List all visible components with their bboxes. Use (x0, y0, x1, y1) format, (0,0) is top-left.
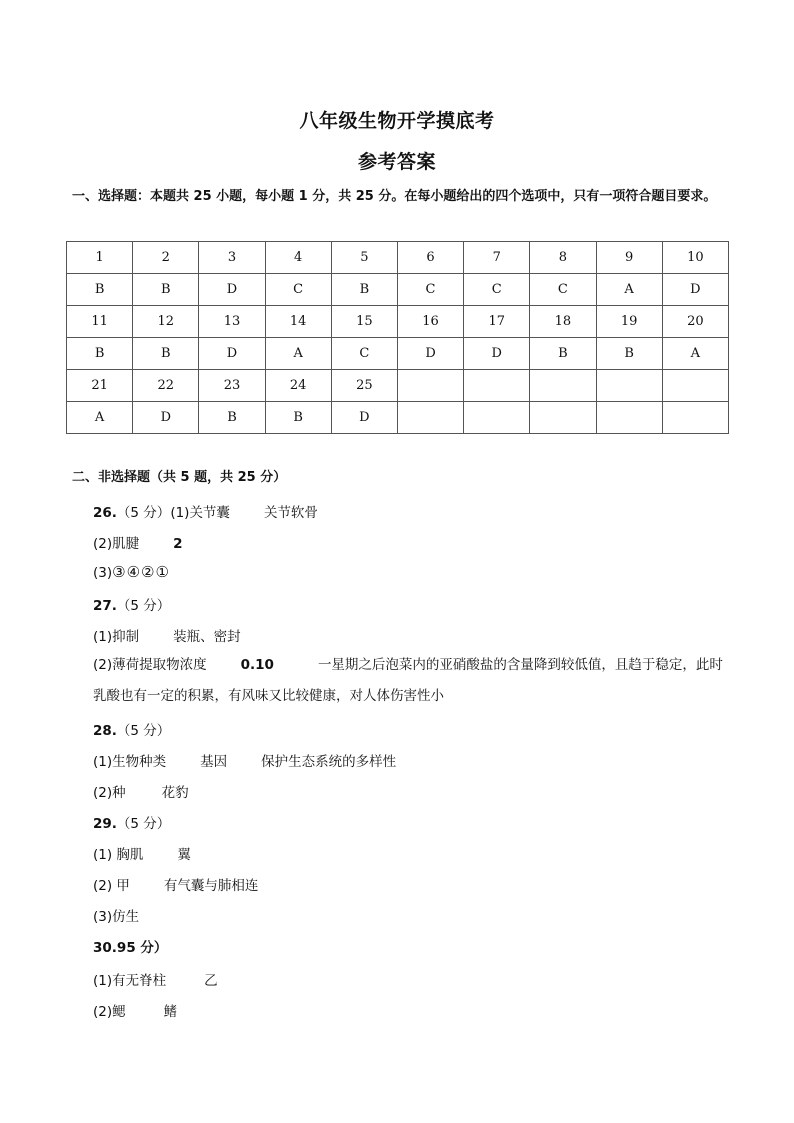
table-cell: 10 (662, 242, 728, 274)
table-cell (662, 370, 728, 402)
table-cell (530, 370, 596, 402)
q27-part2: (2)薄荷提取物浓度 0.10 一星期之后泡菜内的亚硝酸盐的含量降到较低值，且趋于稳定，此时乳酸也有一定的积累，有风味又比较健康，对人体伤害性小 (93, 657, 723, 704)
table-cell: B (133, 274, 199, 306)
table-row (67, 370, 729, 402)
table-cell: B (199, 402, 265, 434)
table-cell: 19 (596, 306, 662, 338)
q29-header: 29.（5 分） (93, 816, 171, 832)
table-cell (662, 402, 728, 434)
table-cell: B (67, 274, 133, 306)
page-title: 八年级生物开学摸底考 (299, 110, 495, 132)
table-cell: D (662, 274, 728, 306)
table-cell (397, 370, 463, 402)
table-cell: 5 (331, 242, 397, 274)
q30-header: 30.95 分） (93, 940, 168, 956)
table-cell: 8 (530, 242, 596, 274)
q29-part1: (1) 胸肌 翼 (93, 847, 191, 863)
table-cell: D (133, 402, 199, 434)
table-cell (596, 370, 662, 402)
table-cell: C (530, 274, 596, 306)
q29-part3: (3)仿生 (93, 909, 140, 925)
table-cell: 11 (67, 306, 133, 338)
table-cell: 9 (596, 242, 662, 274)
section2-heading: 二、非选择题（共 5 题，共 25 分） (72, 470, 287, 485)
table-cell: 1 (67, 242, 133, 274)
table-cell: B (530, 338, 596, 370)
section1-heading: 一、选择题：本题共 25 小题，每小题 1 分，共 25 分。在每小题给出的四个选项中，只有一项符合题目要求。 (72, 189, 717, 204)
q27-header: 27.（5 分） (93, 598, 171, 614)
table-cell: 24 (265, 370, 331, 402)
answer-table (66, 241, 729, 434)
table-cell: C (331, 338, 397, 370)
table-row (67, 306, 729, 338)
table-row (67, 338, 729, 370)
table-cell: C (464, 274, 530, 306)
table-cell: 23 (199, 370, 265, 402)
q28-part2: (2)种 花豹 (93, 785, 189, 801)
q26-part3: (3)③④②① (93, 563, 170, 581)
table-cell: 4 (265, 242, 331, 274)
table-cell: 12 (133, 306, 199, 338)
table-cell: C (397, 274, 463, 306)
table-cell: C (265, 274, 331, 306)
table-cell: A (265, 338, 331, 370)
table-cell (397, 402, 463, 434)
q27-part1: (1)抑制 装瓶、密封 (93, 629, 241, 645)
table-cell: B (67, 338, 133, 370)
table-cell: 6 (397, 242, 463, 274)
table-cell: 7 (464, 242, 530, 274)
table-cell: B (596, 338, 662, 370)
table-cell: D (199, 274, 265, 306)
table-cell: 13 (199, 306, 265, 338)
table-cell: 15 (331, 306, 397, 338)
table-cell (596, 402, 662, 434)
table-cell: 16 (397, 306, 463, 338)
table-cell: 20 (662, 306, 728, 338)
table-row (67, 242, 729, 274)
table-cell: D (331, 402, 397, 434)
table-cell: 14 (265, 306, 331, 338)
table-cell: 21 (67, 370, 133, 402)
table-cell (464, 402, 530, 434)
table-cell: 25 (331, 370, 397, 402)
table-cell: B (331, 274, 397, 306)
table-cell: 2 (133, 242, 199, 274)
q26-header: 26.（5 分）(1)关节囊 关节软骨 (93, 505, 318, 521)
table-cell (530, 402, 596, 434)
table-cell: 17 (464, 306, 530, 338)
page-subtitle: 参考答案 (357, 151, 436, 173)
table-cell: 18 (530, 306, 596, 338)
table-cell: D (397, 338, 463, 370)
q28-part1: (1)生物种类 基因 保护生态系统的多样性 (93, 754, 397, 770)
table-cell: 22 (133, 370, 199, 402)
table-cell: A (67, 402, 133, 434)
table-cell: B (133, 338, 199, 370)
table-row (67, 274, 729, 306)
table-cell: A (596, 274, 662, 306)
q30-part2: (2)鳃 鳍 (93, 1004, 178, 1020)
table-cell (464, 370, 530, 402)
table-cell: D (199, 338, 265, 370)
table-cell: D (464, 338, 530, 370)
q26-part2: (2)肌腱 2 (93, 536, 183, 552)
table-cell: B (265, 402, 331, 434)
table-cell: A (662, 338, 728, 370)
q28-header: 28.（5 分） (93, 723, 171, 739)
q29-part2: (2) 甲 有气囊与肺相连 (93, 878, 259, 894)
q30-part1: (1)有无脊柱 乙 (93, 973, 218, 989)
table-cell: 3 (199, 242, 265, 274)
table-row (67, 402, 729, 434)
